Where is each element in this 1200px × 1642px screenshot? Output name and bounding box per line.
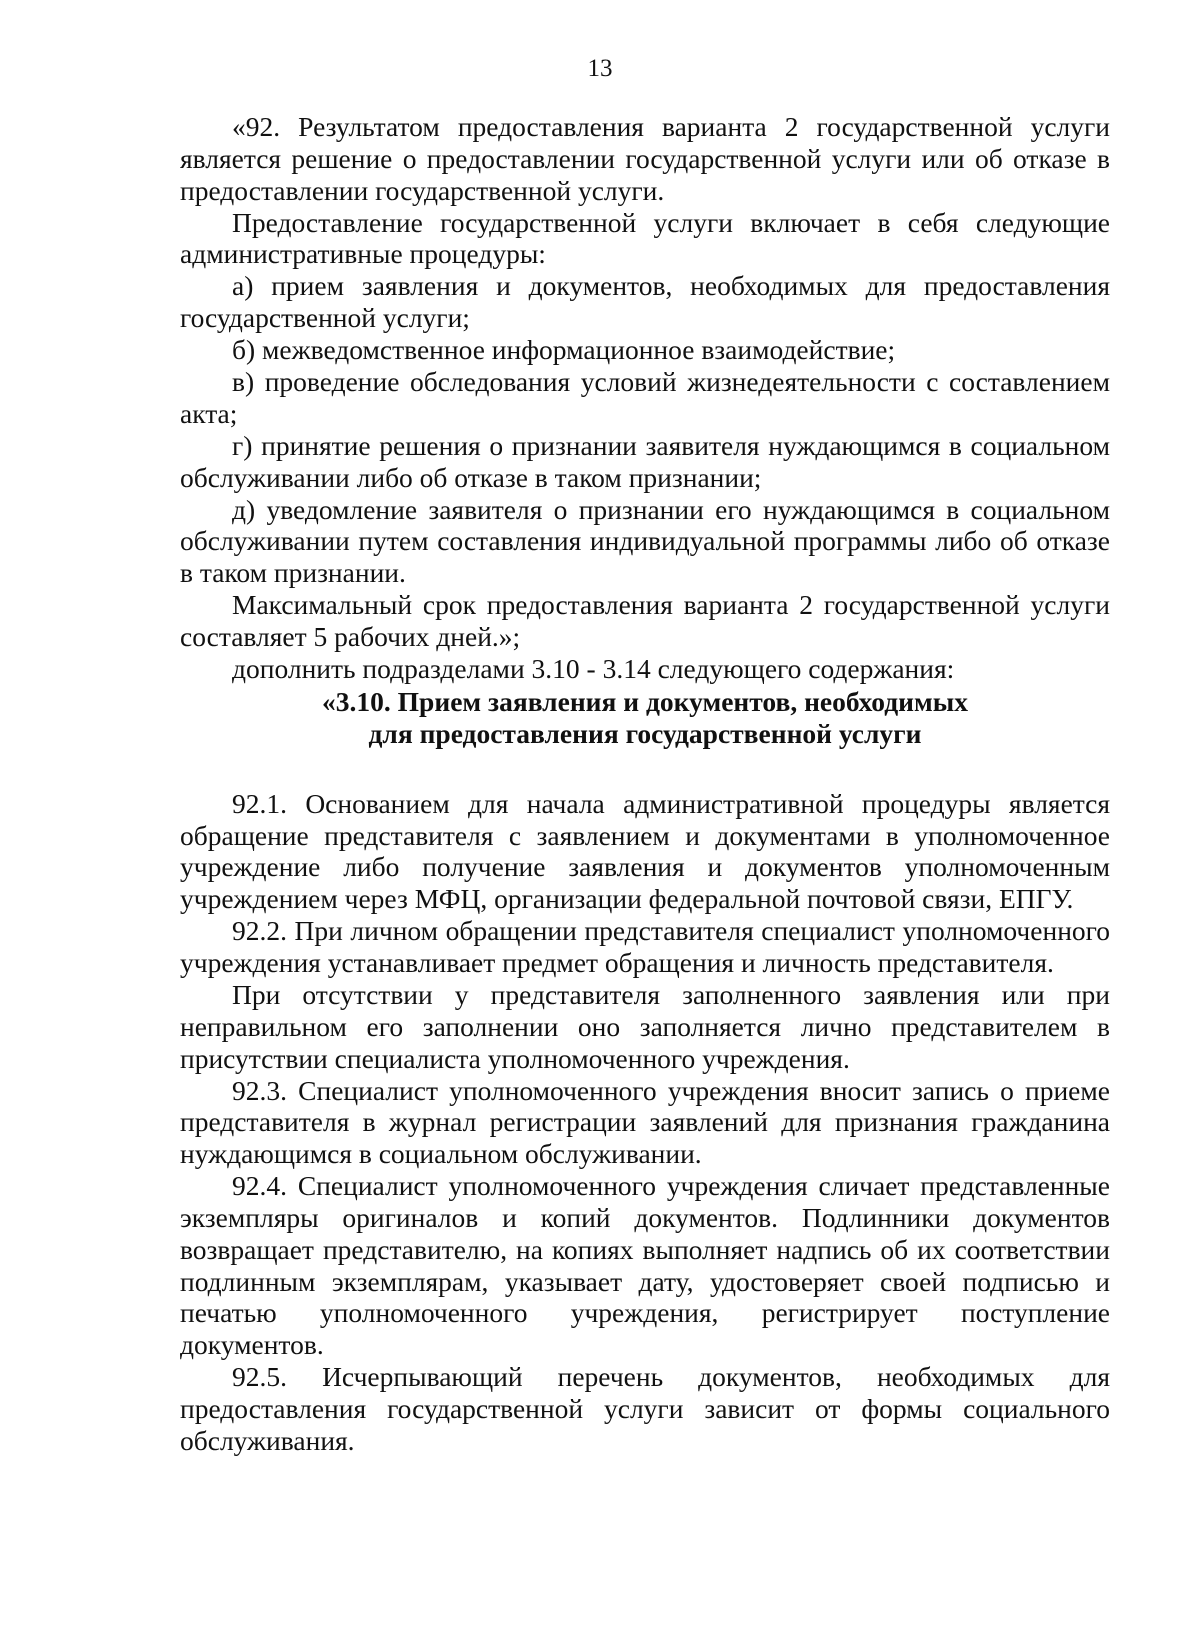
paragraph-92-5: 92.5. Исчерпывающий перечень документов, необходимых для предоставления государственной услуги зависит от формы социального обслуживания. xyxy=(180,1361,1110,1456)
document-body xyxy=(180,111,1110,1457)
paragraph-92-2: 92.2. При личном обращении представителя специалист уполномоченного учреждения устанавливает предмет обращения и личность представителя. xyxy=(180,915,1110,979)
paragraph-max-term: Максимальный срок предоставления варианта 2 государственной услуги составляет 5 рабочих дней.»; xyxy=(180,589,1110,653)
paragraph-92-result: «92. Результатом предоставления варианта 2 государственной услуги является решение о предоставлении государственной услуги или об отказе в предоставлении государственной услуги. xyxy=(180,111,1110,206)
paragraph-absence-of-application: При отсутствии у представителя заполненного заявления или при неправильном его заполнении оно заполняется лично представителем в присутствии специалиста уполномоченного учреждения. xyxy=(180,979,1110,1074)
list-item-g: г) принятие решения о признании заявителя нуждающимся в социальном обслуживании либо об отказе в таком признании; xyxy=(180,429,1110,493)
paragraph-supplement: дополнить подразделами 3.10 - 3.14 следующего содержания: xyxy=(232,653,955,685)
section-heading-3-10 xyxy=(180,686,1110,750)
paragraph-92-4: 92.4. Специалист уполномоченного учреждения сличает представленные экземпляры оригиналов и копий документов. Подлинники документов возвращает представителю, на копиях выполняет надпись об их соответствии подлинным экземплярам, указывает дату, удостоверяет своей подписью и печатью уполномоченного учреждения, регистрирует поступление документов. xyxy=(180,1170,1110,1361)
heading-spacer xyxy=(180,750,1110,788)
list-item-d: д) уведомление заявителя о признании его нуждающимся в социальном обслуживании путем составления индивидуальной программы либо об отказе в таком признании. xyxy=(180,493,1110,589)
section-heading-line-1: «3.10. Прием заявления и документов, необходимых xyxy=(322,685,968,717)
paragraph-92-1: 92.1. Основанием для начала административной процедуры является обращение представителя с заявлением и документами в уполномоченное учреждение либо получение заявления и документов уполномоченным учреждением через МФЦ, организации федеральной почтовой связи, ЕПГУ. xyxy=(180,787,1110,915)
section-heading-line-2: для предоставления государственной услуги xyxy=(368,717,922,749)
list-item-b: б) межведомственное информационное взаимодействие; xyxy=(232,334,896,366)
page-number: 13 xyxy=(587,55,613,82)
paragraph-92-3: 92.3. Специалист уполномоченного учреждения вносит запись о приеме представителя в журнал регистрации заявлений для признания гражданина нуждающимся в социальном обслуживании. xyxy=(180,1074,1110,1170)
list-item-v: в) проведение обследования условий жизнедеятельности с составлением акта; xyxy=(180,366,1110,429)
list-item-a: а) прием заявления и документов, необходимых для предоставления государственной услуги; xyxy=(180,270,1110,334)
paragraph-procedures-intro: Предоставление государственной услуги включает в себя следующие административные процедуры: xyxy=(180,206,1110,270)
